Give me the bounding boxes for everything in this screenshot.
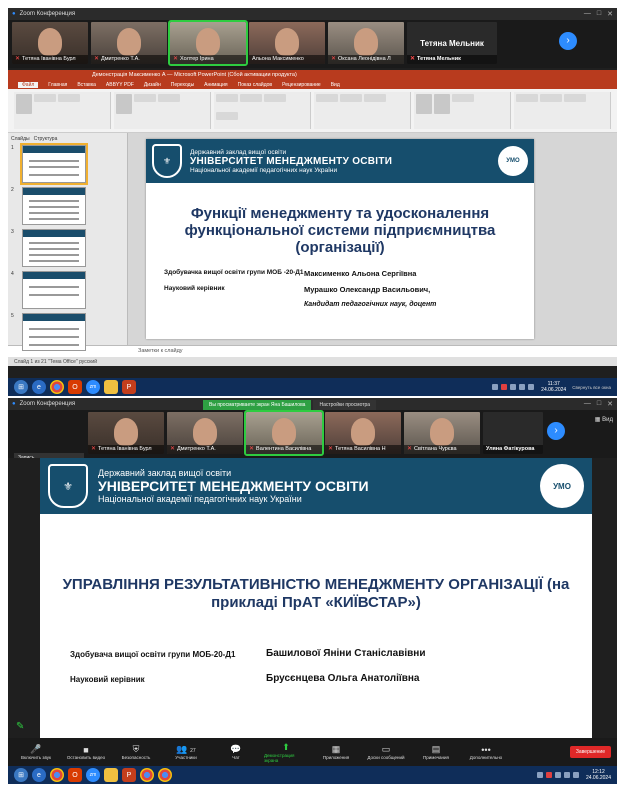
- participant-tile[interactable]: [167, 412, 243, 454]
- participant-video: [196, 28, 220, 56]
- participant-name: Світлана Чурєва: [414, 446, 457, 452]
- new-slide-icon[interactable]: [116, 94, 132, 114]
- participant-video: [114, 418, 138, 446]
- participant-gallery: [8, 410, 617, 458]
- whiteboard-icon: ▭: [381, 744, 391, 754]
- shape-fill-icon[interactable]: [452, 94, 474, 102]
- slide-thumb[interactable]: 2: [11, 187, 124, 225]
- ribbon-tab[interactable]: Дизайн: [143, 81, 161, 88]
- university-emblem-icon: ⚜: [152, 144, 182, 178]
- slide-thumbnails: [8, 133, 128, 345]
- mic-muted-icon: ✕: [94, 56, 100, 62]
- close-icon[interactable]: ✕: [607, 401, 613, 408]
- mic-muted-icon: ✕: [173, 56, 179, 62]
- view-settings-button[interactable]: Настройки просмотра: [313, 400, 376, 410]
- slide-thumb[interactable]: 3: [11, 229, 124, 267]
- student-name: Башилової Яніни Станіславівни: [266, 648, 426, 659]
- thumb-tab-outline[interactable]: Структура: [33, 136, 58, 142]
- org-line3: Національної академії педагогічних наук України: [190, 166, 338, 174]
- more-button[interactable]: ••• Дополнительно: [469, 744, 503, 760]
- ppt-ribbon: [8, 89, 617, 133]
- ppt-statusbar: Слайд 1 из 21 "Тема Office" русский: [8, 357, 617, 366]
- student-label: Здобувача вищої освіти групи МОБ-20-Д1: [70, 650, 236, 659]
- maximize-icon[interactable]: □: [596, 400, 602, 407]
- mic-muted-icon: ✕: [91, 446, 97, 452]
- chrome-icon[interactable]: [158, 768, 172, 782]
- slide-notes[interactable]: Заметки к слайду: [8, 345, 617, 357]
- ribbon-tab[interactable]: Вид: [330, 81, 340, 88]
- participant-tile[interactable]: [170, 22, 246, 64]
- tray-icon[interactable]: [537, 772, 543, 778]
- slide-thumb[interactable]: 5: [11, 313, 124, 351]
- org-line1: Державний заклад вищої освіти: [190, 148, 287, 156]
- supervisor-label: Науковий керівник: [70, 675, 145, 684]
- next-page-icon[interactable]: ›: [559, 32, 577, 50]
- ie-icon[interactable]: e: [32, 768, 46, 782]
- align-icon[interactable]: [340, 94, 362, 102]
- chrome-icon[interactable]: [50, 380, 64, 394]
- slide-thumb[interactable]: 1: [11, 145, 124, 183]
- ribbon-tab[interactable]: Анимация: [204, 81, 228, 88]
- participant-video: [117, 28, 141, 56]
- share-notice-bar: [203, 400, 376, 410]
- minimize-icon[interactable]: —: [583, 400, 591, 407]
- system-tray: [492, 381, 611, 393]
- ribbon-tab[interactable]: Файл: [18, 82, 38, 88]
- participant-name: Уляна Фатікурова: [486, 446, 535, 452]
- notes-button[interactable]: ▤ Примечания: [423, 744, 449, 760]
- ribbon-tab[interactable]: Показ слайдов: [237, 81, 273, 88]
- mic-muted-icon: ✕: [15, 56, 21, 62]
- zoom-titlebar: [8, 8, 617, 20]
- participants-icon: 👥 27: [176, 744, 196, 754]
- clock[interactable]: 12:12 24.06.2024: [585, 769, 611, 781]
- mic-muted-icon: ✕: [170, 446, 176, 452]
- mic-muted-icon: ✕: [407, 446, 413, 452]
- cut-icon[interactable]: [34, 94, 56, 102]
- ribbon-tab[interactable]: Переходы: [170, 81, 195, 88]
- security-button[interactable]: ⛨ Безопасность: [121, 744, 151, 760]
- powerpoint-icon[interactable]: P: [122, 380, 136, 394]
- whiteboard-button[interactable]: ▭ Доски сообщений: [367, 744, 405, 760]
- chat-button[interactable]: 💬 Чат: [230, 744, 242, 760]
- student-label: Здобувачка вищої освіти групи МОБ -20-Д1: [164, 269, 304, 276]
- ribbon-tab[interactable]: Рецензирование: [282, 81, 321, 88]
- participant-name: Оксана Леонідівна Л: [338, 56, 391, 62]
- participant-tile[interactable]: [88, 412, 164, 454]
- apps-button[interactable]: ▦ Приложения: [322, 744, 350, 760]
- copy-icon[interactable]: [58, 94, 80, 102]
- participant-name: Холтер Ірина: [180, 56, 214, 62]
- arrange-icon[interactable]: [434, 94, 450, 114]
- participant-tile[interactable]: [246, 412, 322, 454]
- shapes-icon[interactable]: [416, 94, 432, 114]
- participant-gallery: [8, 20, 617, 68]
- participants-count: 27: [190, 748, 196, 754]
- slide-thumb[interactable]: 4: [11, 271, 124, 309]
- ribbon-tab[interactable]: ABBYY PDF: [105, 81, 134, 88]
- notes-icon: ▤: [431, 744, 441, 754]
- select-icon[interactable]: [564, 94, 586, 102]
- university-logo: УМО: [540, 464, 584, 508]
- slide-title: УПРАВЛІННЯ РЕЗУЛЬТАТИВНІСТЮ МЕНЕДЖМЕНТУ ОРГАНІЗАЦІЇ (на прикладі ПрАТ «КИЇВСТАР»): [62, 576, 570, 611]
- folder-icon[interactable]: [104, 768, 118, 782]
- org-line2: УНІВЕРСИТЕТ МЕНЕДЖМЕНТУ ОСВІТИ: [190, 155, 393, 167]
- participant-name: Альона Максименко: [252, 56, 304, 62]
- org-line3: Національної академії педагогічних наук України: [98, 494, 302, 504]
- ppt-workspace: [8, 133, 617, 345]
- grid-icon: ▦: [594, 417, 603, 423]
- ie-icon[interactable]: e: [32, 380, 46, 394]
- student-name: Максименко Альона Сергіївна: [304, 269, 417, 278]
- tray-icon[interactable]: [564, 772, 570, 778]
- share-notice: Вы просматриваете экран Яна Башилова: [203, 400, 311, 410]
- font-select[interactable]: [216, 94, 238, 102]
- thumb-tab-slides[interactable]: Слайды: [11, 136, 30, 142]
- participant-name: Дмитренко Т.А.: [101, 56, 140, 62]
- mic-muted-icon: ✕: [331, 56, 337, 62]
- chrome-icon[interactable]: [140, 768, 154, 782]
- more-icon: •••: [481, 744, 491, 755]
- zoom-icon[interactable]: zm: [86, 768, 100, 782]
- share-screen-button[interactable]: ⬆ Демонстрация экрана: [264, 741, 295, 763]
- tray-icon[interactable]: [555, 772, 561, 778]
- participant-tile[interactable]: [12, 22, 88, 64]
- zoom-icon[interactable]: zm: [86, 380, 100, 394]
- maximize-icon[interactable]: □: [596, 10, 602, 17]
- app-title: Zoom Конференция: [19, 11, 76, 17]
- annotate-pencil-icon[interactable]: ✎: [16, 721, 25, 732]
- ppt-window-title: Демонстрація Максименко А — Microsoft PowerPoint (Сбой активации продукта): [92, 72, 297, 78]
- ppt-titlebar: [8, 70, 617, 80]
- participant-name: Тетяна Іванівна Бурл: [22, 56, 76, 62]
- chrome-icon[interactable]: [50, 768, 64, 782]
- slide-editor[interactable]: [128, 133, 617, 345]
- paste-icon[interactable]: [16, 94, 32, 114]
- folder-icon[interactable]: [104, 380, 118, 394]
- supervisor-label: Науковий керівник: [164, 285, 225, 292]
- ribbon-tab[interactable]: Главная: [48, 81, 68, 88]
- tray-icon[interactable]: [501, 384, 507, 390]
- supervisor-degree: Кандидат педагогічних наук, доцент: [304, 301, 437, 308]
- participant-tile[interactable]: [404, 412, 480, 454]
- university-logo: УМО: [498, 146, 528, 176]
- ppt-ribbon-tabs: [8, 80, 617, 89]
- layout-icon[interactable]: [134, 94, 156, 102]
- ribbon-group-paragraph: [314, 92, 411, 129]
- participant-tile[interactable]: [91, 22, 167, 64]
- supervisor-name: Брусєнцева Ольга Анатоліївна: [266, 673, 420, 684]
- start-icon[interactable]: ⊞: [14, 380, 28, 394]
- zoom-controls: [8, 738, 617, 766]
- office-icon[interactable]: O: [68, 768, 82, 782]
- participant-video: [351, 418, 375, 446]
- participant-video: [275, 28, 299, 56]
- mic-muted-icon: ✕: [410, 56, 416, 62]
- minimize-icon[interactable]: —: [583, 10, 591, 17]
- end-meeting-button[interactable]: Завершение: [570, 746, 611, 758]
- next-page-icon[interactable]: ›: [547, 422, 565, 440]
- mute-button[interactable]: 🎤 Включить звук: [20, 744, 51, 760]
- university-emblem-icon: ⚜: [48, 464, 88, 508]
- tray-icon[interactable]: [519, 384, 525, 390]
- bold-icon[interactable]: [240, 94, 262, 102]
- bullets-icon[interactable]: [316, 94, 338, 102]
- view-label: Вид: [602, 417, 613, 423]
- participant-namecard[interactable]: [407, 22, 497, 64]
- tray-icon[interactable]: [528, 384, 534, 390]
- app-title: Zoom Конференция: [19, 401, 76, 407]
- tray-icon[interactable]: [573, 772, 579, 778]
- tray-icon[interactable]: [510, 384, 516, 390]
- start-icon[interactable]: ⊞: [14, 768, 28, 782]
- reset-icon[interactable]: [158, 94, 180, 102]
- system-tray: [537, 769, 611, 781]
- chat-icon: 💬: [230, 744, 242, 754]
- zoom-logo-icon: ●: [12, 401, 16, 407]
- ribbon-group-editing: [514, 92, 611, 129]
- clock[interactable]: 11:37 24.06.2024: [541, 381, 567, 393]
- shared-screen: [8, 458, 617, 746]
- participant-video: [38, 28, 62, 56]
- participant-name: Дмитренко Т.А.: [177, 446, 216, 452]
- powerpoint-window: [8, 70, 617, 366]
- mic-muted-icon: ✕: [328, 446, 334, 452]
- office-icon[interactable]: O: [68, 380, 82, 394]
- view-button[interactable]: [595, 416, 613, 423]
- participants-button[interactable]: 👥 27 Участники: [175, 744, 197, 760]
- text-direction-icon[interactable]: [364, 94, 386, 102]
- supervisor-name: Мурашко Олександр Васильович,: [304, 285, 431, 294]
- participant-video: [272, 418, 296, 446]
- org-line2: УНІВЕРСИТЕТ МЕНЕДЖМЕНТУ ОСВІТИ: [98, 478, 369, 494]
- ribbon-group-drawing: [414, 92, 511, 129]
- italic-icon[interactable]: [264, 94, 286, 102]
- participant-name: Тетяна Мельник: [417, 56, 461, 62]
- university-banner: [146, 139, 534, 183]
- windows-taskbar: [8, 378, 617, 396]
- participant-video: [193, 418, 217, 446]
- share-screen-icon: ⬆: [282, 741, 290, 752]
- university-banner: [40, 458, 592, 514]
- shield-icon: ⛨: [132, 744, 140, 754]
- video-off-icon: ■: [83, 744, 89, 755]
- apps-icon: ▦: [331, 744, 341, 754]
- ribbon-group-slides: [114, 92, 211, 129]
- participant-tile[interactable]: [249, 22, 325, 64]
- participant-name: Тетяна Іванівна Бурл: [98, 446, 152, 452]
- powerpoint-icon[interactable]: P: [122, 768, 136, 782]
- participant-namecard[interactable]: [483, 412, 543, 454]
- screenshot-bottom: [8, 398, 617, 784]
- namecard-label: Тетяна Мельник: [420, 38, 484, 48]
- current-slide[interactable]: [146, 139, 534, 339]
- close-icon[interactable]: ✕: [607, 11, 613, 18]
- replace-icon[interactable]: [540, 94, 562, 102]
- show-desktop-label[interactable]: Свернуть все окна: [572, 384, 611, 390]
- participant-tile[interactable]: [328, 22, 404, 64]
- tray-icon[interactable]: [546, 772, 552, 778]
- windows-taskbar: [8, 766, 617, 784]
- participant-video: [354, 28, 378, 56]
- zoom-logo-icon: ●: [12, 11, 16, 17]
- mic-muted-icon: ✕: [249, 446, 255, 452]
- participant-video: [430, 418, 454, 446]
- tray-icon[interactable]: [492, 384, 498, 390]
- shared-slide: [40, 458, 592, 742]
- screenshot-top: [8, 8, 617, 396]
- participant-tile[interactable]: [325, 412, 401, 454]
- org-line1: Державний заклад вищої освіти: [98, 468, 232, 478]
- mic-off-icon: 🎤: [30, 744, 42, 754]
- video-button[interactable]: ■ Остановить видео: [66, 744, 106, 760]
- underline-icon[interactable]: [216, 112, 238, 120]
- ribbon-group-clipboard: [14, 92, 111, 129]
- participant-name: Тетяна Василівна Н: [335, 446, 386, 452]
- find-icon[interactable]: [516, 94, 538, 102]
- ribbon-group-font: [214, 92, 311, 129]
- ribbon-tab[interactable]: Вставка: [77, 81, 96, 88]
- slide-title: Функції менеджменту та удосконалення функціональної системи підприємництва (організації): [184, 205, 496, 256]
- participant-name: Валентина Василівна: [256, 446, 312, 452]
